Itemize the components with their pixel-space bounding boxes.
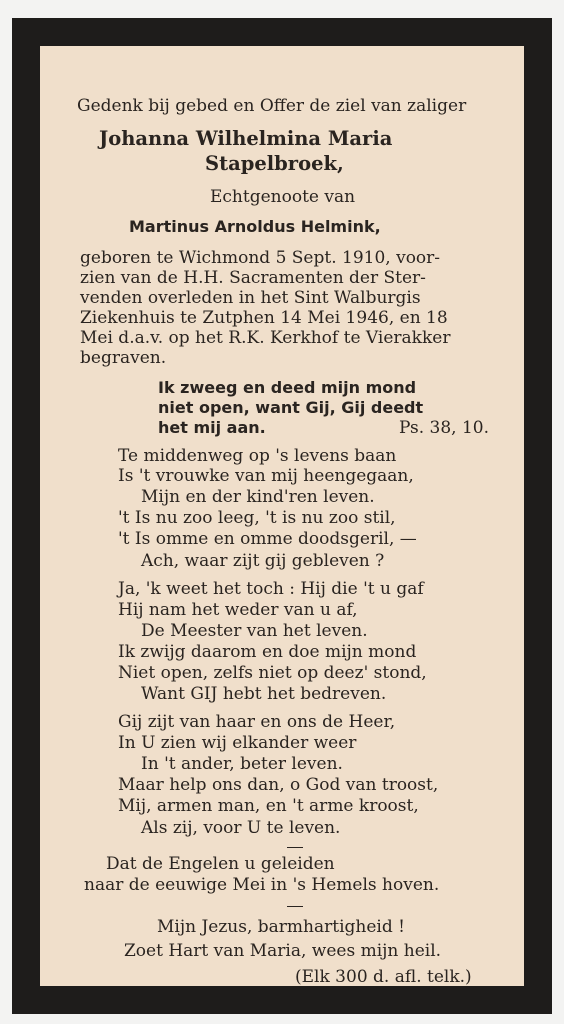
poem-line: Gij zijt van haar en ons de Heer, — [118, 712, 396, 732]
quote-line: het mij aan. — [158, 418, 266, 437]
poem-line: De Meester van het leven. — [141, 621, 368, 641]
indulgence-note: (Elk 300 d. afl. telk.) — [295, 967, 472, 987]
bio-line: begraven. — [80, 348, 167, 368]
prayer-line: Mijn Jezus, barmhartigheid ! — [157, 917, 405, 937]
bio-line: Ziekenhuis te Zutphen 14 Mei 1946, en 18 — [80, 308, 448, 328]
bio-line: Mei d.a.v. op het R.K. Kerkhof te Vierakker — [80, 328, 451, 348]
poem-line: Ach, waar zijt gij gebleven ? — [141, 551, 385, 571]
poem-line: Is 't vrouwke van mij heengegaan, — [118, 466, 414, 486]
prayer-line: Zoet Hart van Maria, wees mijn heil. — [124, 941, 442, 961]
separator-dash — [287, 847, 303, 848]
intro-text: Gedenk bij gebed en Offer de ziel van zaliger — [77, 96, 467, 116]
bio-line: zien van de H.H. Sacramenten der Ster- — [80, 268, 426, 288]
poem-line: 't Is omme en omme doodsgeril, — — [118, 529, 417, 549]
separator-dash — [287, 906, 303, 907]
poem-line: Maar help ons dan, o God van troost, — [118, 775, 439, 795]
memorial-card — [12, 18, 552, 1014]
poem-line: Mij, armen man, en 't arme kroost, — [118, 796, 419, 816]
deceased-name-line1: Johanna Wilhelmina Maria — [99, 127, 393, 150]
poem-line: Ik zwijg daarom en doe mijn mond — [118, 642, 417, 662]
poem-line: Te middenweg op 's levens baan — [118, 446, 397, 466]
relation-text: Echtgenoote van — [210, 187, 356, 207]
poem-line: Mijn en der kind'ren leven. — [141, 487, 375, 507]
poem-line: Ja, 'k weet het toch : Hij die 't u gaf — [118, 579, 424, 599]
quote-reference: Ps. 38, 10. — [399, 418, 489, 438]
poem-line: Niet open, zelfs niet op deez' stond, — [118, 663, 427, 683]
poem-line: 't Is nu zoo leeg, 't is nu zoo stil, — [118, 508, 396, 528]
poem-line: Hij nam het weder van u af, — [118, 600, 358, 620]
spouse-name: Martinus Arnoldus Helmink, — [129, 217, 381, 236]
poem-line: In 't ander, beter leven. — [141, 754, 343, 774]
angels-line: Dat de Engelen u geleiden — [106, 854, 335, 874]
poem-line: In U zien wij elkander weer — [118, 733, 357, 753]
bio-line: venden overleden in het Sint Walburgis — [80, 288, 421, 308]
poem-line: Als zij, voor U te leven. — [141, 818, 341, 838]
deceased-name-line2: Stapelbroek, — [205, 152, 344, 175]
bio-line: geboren te Wichmond 5 Sept. 1910, voor- — [80, 248, 441, 268]
quote-line: Ik zweeg en deed mijn mond — [158, 378, 417, 397]
quote-line: niet open, want Gij, Gij deedt — [158, 398, 424, 417]
poem-line: Want GIJ hebt het bedreven. — [141, 684, 387, 704]
angels-line: naar de eeuwige Mei in 's Hemels hoven. — [84, 875, 440, 895]
card-paper — [40, 46, 524, 986]
